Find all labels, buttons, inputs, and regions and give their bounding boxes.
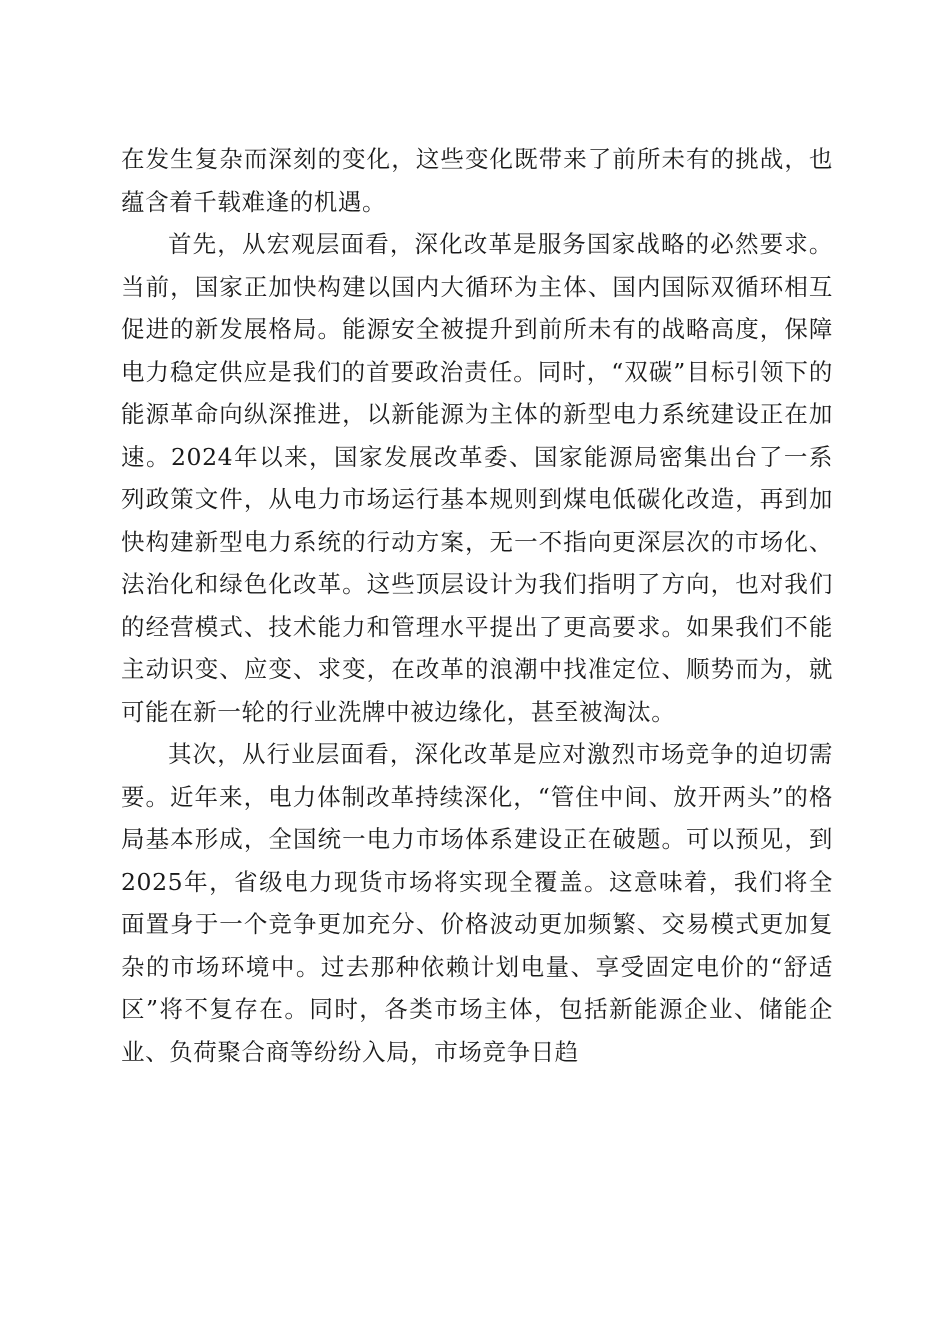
paragraph-industry-level: 其次，从行业层面看，深化改革是应对激烈市场竞争的迫切需要。近年来，电力体制改革持续深化，“管住中间、放开两头”的格局基本形成，全国统一电力市场体系建设正在破题。可以预见，到2025年，省级电力现货市场将实现全覆盖。这意味着，我们将全面置身于一个竞争更加充分、价格波动更加频繁、交易模式更加复杂的市场环境中。过去那种依赖计划电量、享受固定电价的“舒适区”将不复存在。同时，各类市场主体，包括新能源企业、储能企业、负荷聚合商等纷纷入局，市场竞争日趋 <box>121 740 833 1066</box>
body-text <box>121 138 833 1073</box>
paragraph-continuation: 在发生复杂而深刻的变化，这些变化既带来了前所未有的挑战，也蕴含着千载难逢的机遇。 <box>121 145 833 216</box>
paragraph-macro-level: 首先，从宏观层面看，深化改革是服务国家战略的必然要求。当前，国家正加快构建以国内大循环为主体、国内国际双循环相互促进的新发展格局。能源安全被提升到前所未有的战略高度，保障电力稳定供应是我们的首要政治责任。同时，“双碳”目标引领下的能源革命向纵深推进，以新能源为主体的新型电力系统建设正在加速。2024年以来，国家发展改革委、国家能源局密集出台了一系列政策文件，从电力市场运行基本规则到煤电低碳化改造，再到加快构建新型电力系统的行动方案，无一不指向更深层次的市场化、法治化和绿色化改革。这些顶层设计为我们指明了方向，也对我们的经营模式、技术能力和管理水平提出了更高要求。如果我们不能主动识变、应变、求变，在改革的浪潮中找准定位、顺势而为，就可能在新一轮的行业洗牌中被边缘化，甚至被淘汰。 <box>121 230 833 726</box>
